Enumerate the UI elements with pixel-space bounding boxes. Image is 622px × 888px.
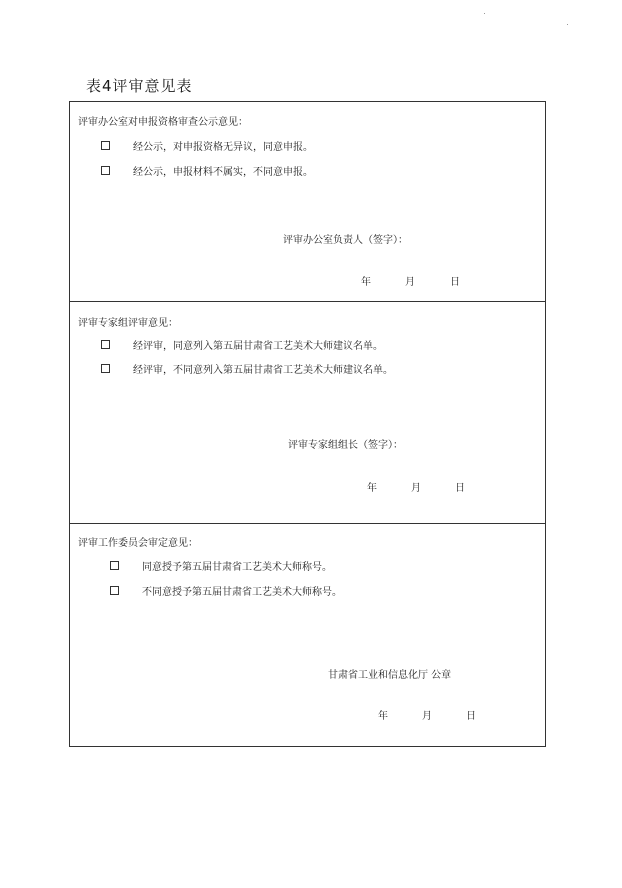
- option-row[interactable]: [110, 558, 332, 573]
- checkbox[interactable]: [101, 340, 110, 349]
- date-day: 日: [450, 277, 460, 288]
- option-label: 经公示，申报材料不属实，不同意申报。: [133, 167, 313, 178]
- date-day: 日: [455, 483, 465, 494]
- checkbox[interactable]: [110, 586, 119, 595]
- review-opinion-table: [69, 101, 546, 747]
- signature-label: 评审办公室负责人（签字）：: [283, 235, 408, 246]
- official-seal-label: 甘肃省工业和信息化厅 公章: [328, 670, 452, 681]
- checkbox[interactable]: [101, 141, 110, 150]
- section-heading: 评审工作委员会审定意见：: [78, 538, 198, 549]
- form-title: 表4评审意见表: [86, 77, 193, 95]
- section-committee-approval: [70, 523, 545, 747]
- option-row[interactable]: [101, 337, 383, 352]
- option-label: 同意授予第五届甘肃省工艺美术大师称号。: [142, 562, 332, 573]
- date-month: 月: [422, 711, 432, 722]
- checkbox[interactable]: [110, 561, 119, 570]
- section-office-review: [70, 102, 545, 301]
- signature-label: 评审专家组组长（签字）：: [288, 440, 403, 451]
- option-label: 经评审，同意列入第五届甘肃省工艺美术大师建议名单。: [133, 341, 383, 352]
- section-heading: 评审专家组评审意见：: [78, 318, 178, 329]
- checkbox[interactable]: [101, 166, 110, 175]
- date-month: 月: [405, 277, 415, 288]
- date-year: 年: [378, 711, 388, 722]
- date-day: 日: [466, 711, 476, 722]
- option-label: 经公示，对申报资格无异议，同意申报。: [133, 142, 313, 153]
- scan-speck: [484, 13, 485, 14]
- section-heading: 评审办公室对申报资格审查公示意见：: [78, 117, 248, 128]
- date-year: 年: [367, 483, 377, 494]
- date-month: 月: [411, 483, 421, 494]
- scan-speck: [567, 24, 568, 25]
- section-expert-review: [70, 301, 545, 524]
- checkbox[interactable]: [101, 364, 110, 373]
- option-row[interactable]: [101, 138, 313, 153]
- option-label: 不同意授予第五届甘肃省工艺美术大师称号。: [142, 587, 342, 598]
- option-row[interactable]: [101, 163, 313, 178]
- option-row[interactable]: [110, 583, 342, 598]
- option-row[interactable]: [101, 361, 393, 376]
- option-label: 经评审，不同意列入第五届甘肃省工艺美术大师建议名单。: [133, 365, 393, 376]
- date-year: 年: [361, 277, 371, 288]
